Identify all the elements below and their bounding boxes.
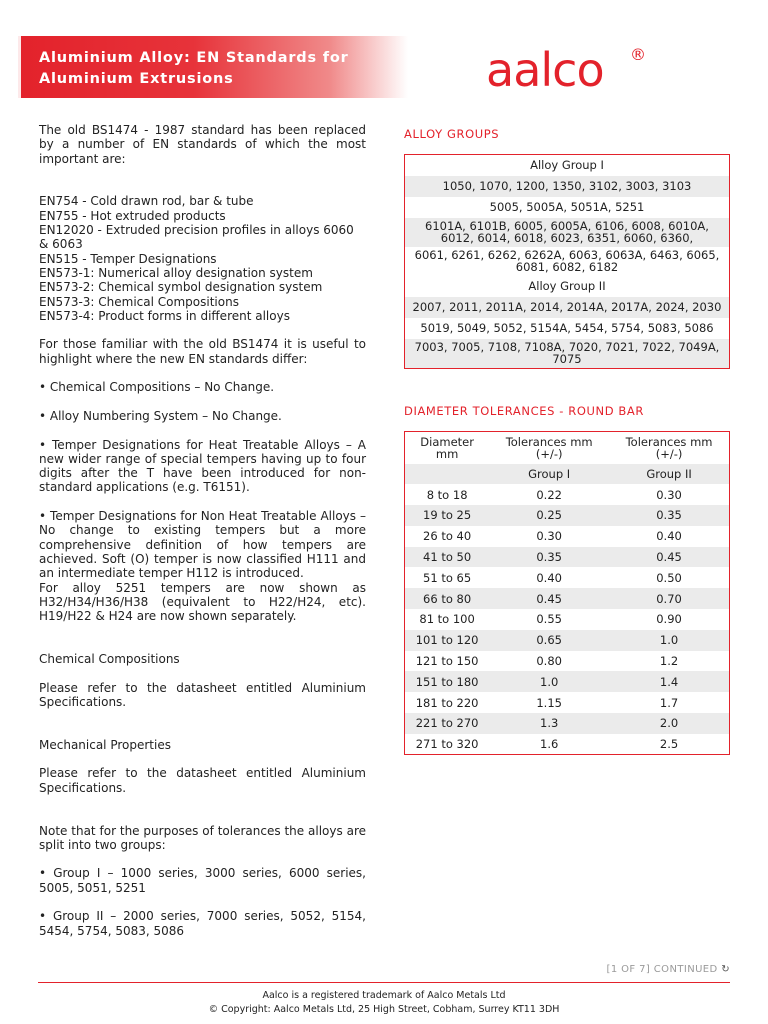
continue-icon: ↻ [721, 964, 730, 975]
table-row [405, 692, 730, 713]
table-cell: 0.30 [536, 529, 562, 544]
table-subheader-row [405, 464, 730, 485]
table-cell: 41 to 50 [405, 547, 490, 568]
logo-registered-mark: ® [630, 45, 646, 64]
table-cell: 0.80 [536, 654, 562, 669]
table-cell: 1.2 [659, 654, 679, 669]
trademark-notice: Aalco is a registered trademark of Aalco Metals Ltd [262, 990, 506, 1001]
title-banner [18, 36, 408, 98]
footer-divider [38, 982, 730, 983]
table-cell: 1.3 [489, 713, 609, 734]
table-cell: 66 to 80 [405, 588, 490, 609]
table-cell: 2.0 [609, 713, 729, 734]
table-cell: 5019, 5049, 5052, 5154A, 5454, 5754, 5083, 5086 [420, 320, 714, 335]
table-row [405, 276, 730, 297]
table-cell: 221 to 270 [405, 713, 490, 734]
table-row [405, 155, 730, 176]
table-cell: 1.4 [609, 671, 729, 692]
table-row [405, 176, 730, 197]
standards-item: EN573-2: Chemical symbol designation system [39, 280, 323, 295]
standards-item: EN12020 - Extruded precision profiles in alloys 6060 & 6063 [39, 223, 354, 252]
table-cell: 1.7 [659, 695, 679, 710]
diameter-tolerances-table [404, 431, 730, 755]
table-cell: 2.5 [659, 737, 679, 751]
table-row [405, 609, 730, 630]
table-cell: 271 to 320 [415, 737, 479, 751]
table-cell: 0.25 [489, 505, 609, 526]
table-cell: 1.15 [536, 695, 562, 710]
table-row [405, 526, 730, 547]
table-row [405, 547, 730, 568]
groups-note: Note that for the purposes of tolerances the alloys are split into two groups: [39, 823, 366, 852]
table-cell: 26 to 40 [423, 529, 472, 544]
page-indicator-label: [1 OF 7] CONTINUED [606, 964, 718, 975]
table-row [405, 651, 730, 672]
alloy-groups-heading: ALLOY GROUPS [404, 127, 500, 141]
diameter-tolerances-heading: DIAMETER TOLERANCES - ROUND BAR [404, 404, 644, 418]
table-cell: 1.6 [540, 737, 559, 751]
table-cell: 0.70 [609, 588, 729, 609]
standards-item: EN573-4: Product forms in different alloys [39, 308, 290, 323]
table-cell: 0.35 [489, 547, 609, 568]
table-cell: 2007, 2011, 2011A, 2014, 2014A, 2017A, 2024, 2030 [405, 297, 730, 318]
standards-item: EN515 - Temper Designations [39, 251, 217, 266]
table-cell: 51 to 65 [423, 570, 472, 585]
table-cell: 19 to 25 [405, 505, 490, 526]
group-one-bullet: • Group I – 1000 series, 3000 series, 6000 series, 5005, 5051, 5251 [39, 866, 366, 895]
standards-item: EN573-1: Numerical alloy designation system [39, 265, 313, 280]
table-cell [405, 464, 490, 485]
bullet-non-heat-treatable: • Temper Designations for Non Heat Treatable Alloys – No change to existing tempers but a more comprehensive definition of how tempers are achieved. Soft (O) temper is now classified H111 and an intermediate temper H112 is introduced. [39, 509, 366, 581]
table-cell: 6101A, 6101B, 6005, 6005A, 6106, 6008, 6010A, 6012, 6014, 6018, 6023, 6351, 6060, 6360, [405, 218, 730, 247]
table-cell: 8 to 18 [426, 487, 468, 502]
table-row [405, 218, 730, 247]
banner-accent [18, 36, 21, 98]
standards-item: EN754 - Cold drawn rod, bar & tube [39, 194, 254, 209]
table-cell: 181 to 220 [415, 695, 479, 710]
col-header-group-one: Tolerances mm (+/-) [505, 434, 593, 461]
table-cell: 5005, 5005A, 5051A, 5251 [489, 199, 645, 214]
standards-item: EN755 - Hot extruded products [39, 208, 226, 223]
table-row [405, 197, 730, 218]
table-row [405, 297, 730, 318]
table-cell: 0.35 [609, 505, 729, 526]
intro-paragraph: The old BS1474 - 1987 standard has been replaced by a number of EN standards of which the most important are: [39, 123, 366, 166]
logo-wordmark: aalco [486, 43, 604, 97]
chemical-compositions-text: Please refer to the datasheet entitled Aluminium Specifications. [39, 680, 366, 709]
table-row [405, 713, 730, 734]
table-cell: 81 to 100 [419, 612, 475, 627]
table-cell: 1.0 [609, 630, 729, 651]
standards-item: EN573-3: Chemical Compositions [39, 294, 239, 309]
table-row [405, 318, 730, 339]
table-cell: 0.30 [656, 487, 682, 502]
table-cell: 121 to 150 [415, 654, 479, 669]
table-cell: 0.40 [536, 570, 562, 585]
alloy-5251-note: For alloy 5251 tempers are now shown as H32/H34/H36/H38 (equivalent to H22/H24, etc). H19/H22 & H24 are now shown separately. [39, 580, 366, 624]
differences-paragraph: For those familiar with the old BS1474 it is useful to highlight where the new EN standards differ: [39, 337, 366, 366]
table-row [405, 247, 730, 276]
copyright-notice: © Copyright: Aalco Metals Ltd, 25 High Street, Cobham, Surrey KT11 3DH [208, 1004, 560, 1015]
table-cell: Alloy Group II [528, 278, 606, 293]
page-indicator[interactable] [607, 964, 730, 975]
table-cell: 0.45 [609, 547, 729, 568]
table-header-row [405, 432, 730, 464]
page-title-line-1: Aluminium Alloy: EN Standards for [39, 50, 349, 66]
bullet-numbering: • Alloy Numbering System – No Change. [39, 408, 282, 423]
table-row [405, 505, 730, 526]
table-cell: 0.50 [656, 570, 682, 585]
table-row [405, 734, 730, 755]
aalco-logo [486, 42, 656, 98]
table-cell: 151 to 180 [405, 671, 490, 692]
body-text-column [39, 123, 366, 938]
table-cell: 6061, 6261, 6262, 6262A, 6063, 6063A, 6463, 6065, 6081, 6082, 6182 [414, 247, 720, 274]
standards-list [39, 194, 366, 323]
mechanical-properties-text: Please refer to the datasheet entitled Aluminium Specifications. [39, 766, 366, 795]
table-cell: 0.40 [656, 529, 682, 544]
table-cell: 1050, 1070, 1200, 1350, 3102, 3003, 3103 [405, 176, 730, 197]
page-title [39, 48, 399, 90]
table-cell: 0.55 [536, 612, 562, 627]
table-cell: 0.65 [489, 630, 609, 651]
subheader-group-two: Group II [609, 464, 729, 485]
table-cell: 0.90 [656, 612, 682, 627]
table-row [405, 630, 730, 651]
col-header-diameter: Diameter mm [420, 434, 474, 461]
table-cell: Alloy Group I [530, 158, 604, 172]
table-cell: 101 to 120 [405, 630, 490, 651]
chemical-compositions-heading: Chemical Compositions [39, 651, 180, 666]
table-row [405, 588, 730, 609]
bullet-heat-treatable: • Temper Designations for Heat Treatable Alloys – A new wider range of special tempers having up to four digits after the T have been introduced for non-standard applications (e.g. T6151). [39, 437, 366, 495]
alloy-groups-table [404, 154, 730, 369]
table-row [405, 671, 730, 692]
table-cell: 7003, 7005, 7108, 7108A, 7020, 7021, 7022, 7049A, 7075 [405, 339, 730, 369]
col-header-group-two: Tolerances mm (+/-) [625, 434, 713, 461]
page-title-line-2: Aluminium Extrusions [39, 71, 234, 87]
table-row [405, 567, 730, 588]
table-cell: 0.22 [536, 487, 562, 502]
table-cell: 1.0 [489, 671, 609, 692]
table-cell: 0.45 [489, 588, 609, 609]
bullet-chemical: • Chemical Compositions – No Change. [39, 380, 275, 395]
subheader-group-one: Group I [489, 464, 609, 485]
table-row [405, 484, 730, 505]
mechanical-properties-heading: Mechanical Properties [39, 737, 171, 752]
group-two-bullet: • Group II – 2000 series, 7000 series, 5052, 5154, 5454, 5754, 5083, 5086 [39, 909, 366, 938]
table-row [405, 339, 730, 369]
